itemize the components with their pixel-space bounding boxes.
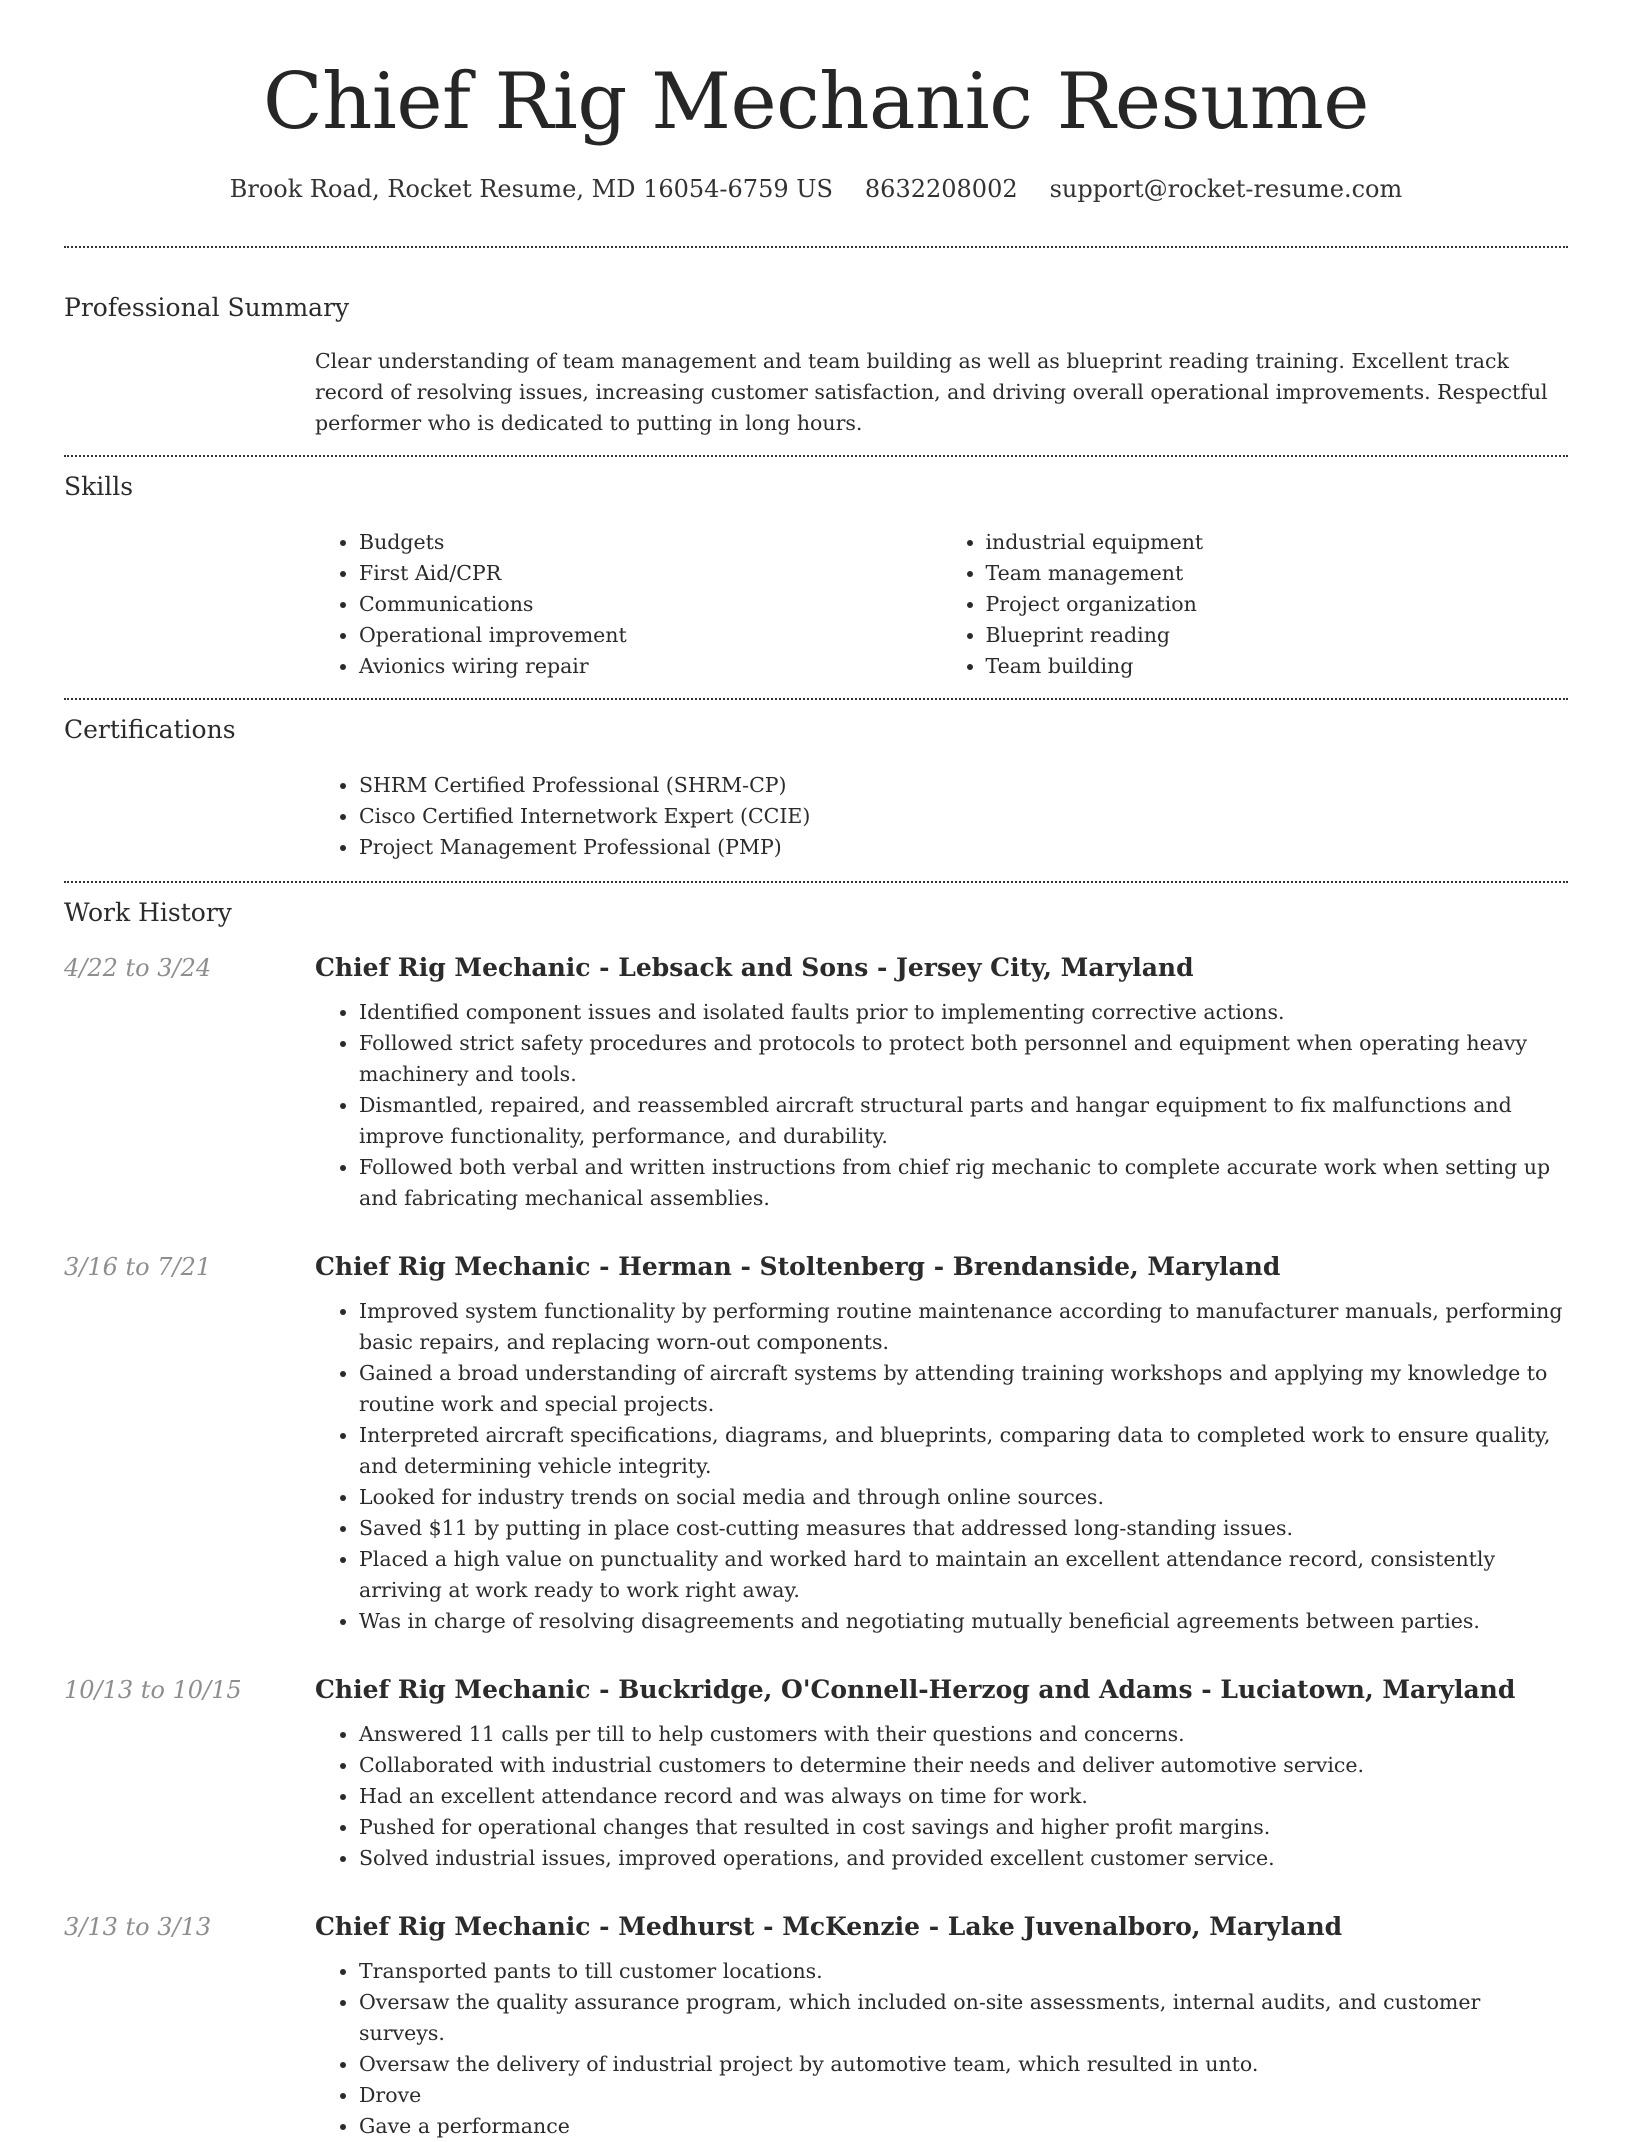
job-bullets: [315, 1719, 1568, 1874]
job-entry: [64, 1673, 1568, 1874]
certifications-list: [315, 770, 1568, 863]
job-bullet: • Answered 11 calls per till to help customers with their questions and concerns.: [359, 1719, 1568, 1750]
job-bullet: • Followed both verbal and written instructions from chief rig mechanic to complete accurate work when setting up and fabricating mechanical assemblies.: [359, 1152, 1568, 1214]
certification-item: • Project Management Professional (PMP): [359, 832, 1568, 863]
certification-item: • Cisco Certified Internetwork Expert (CCIE): [359, 801, 1568, 832]
skill-item: • Blueprint reading: [986, 620, 1569, 651]
certifications-body: [315, 748, 1568, 881]
section-work-history: [64, 881, 1568, 2142]
job-bullet: • Had an excellent attendance record and was always on time for work.: [359, 1781, 1568, 1812]
job-bullet: • Collaborated with industrial customers to determine their needs and deliver automotive service.: [359, 1750, 1568, 1781]
job-title: Chief Rig Mechanic - Buckridge, O'Connell-Herzog and Adams - Luciatown, Maryland: [315, 1675, 1516, 1704]
job-bullets: [315, 1296, 1568, 1637]
contact-email: support@rocket-resume.com: [1049, 175, 1403, 203]
job-details: [315, 1673, 1568, 1874]
job-bullet: • Drove: [359, 2080, 1568, 2111]
skill-item: • First Aid/CPR: [359, 558, 942, 589]
section-title-certifications: Certifications: [64, 715, 236, 744]
job-entry: [64, 1910, 1568, 2142]
skill-item: • industrial equipment: [986, 527, 1569, 558]
job-bullet: • Dismantled, repaired, and reassembled aircraft structural parts and hangar equipment to fix malfunctions and improve functionality, performance, and durability.: [359, 1090, 1568, 1152]
resume-title: Chief Rig Mechanic Resume: [263, 57, 1369, 147]
section-title-work-history: Work History: [64, 898, 232, 927]
job-entry: [64, 951, 1568, 1214]
section-certifications: [64, 698, 1568, 881]
skill-item: • Project organization: [986, 589, 1569, 620]
skill-item: • Team building: [986, 651, 1569, 682]
job-dates: 10/13 to 10/15: [64, 1676, 242, 1704]
skills-columns: [315, 505, 1568, 698]
job-bullets: [315, 1956, 1568, 2142]
job-entry: [64, 1250, 1568, 1637]
job-bullet: • Gave a performance: [359, 2111, 1568, 2142]
skills-list-left: [315, 527, 942, 682]
job-list: [64, 931, 1568, 2142]
section-title-summary: Professional Summary: [64, 293, 350, 322]
job-title: Chief Rig Mechanic - Medhurst - McKenzie - Lake Juvenalboro, Maryland: [315, 1912, 1343, 1941]
section-summary: [64, 246, 1568, 455]
job-bullet: • Identified component issues and isolated faults prior to implementing corrective actions.: [359, 997, 1568, 1028]
section-title-skills: Skills: [64, 472, 134, 501]
job-bullet: • Solved industrial issues, improved operations, and provided excellent customer service.: [359, 1843, 1568, 1874]
job-dates: 3/16 to 7/21: [64, 1253, 212, 1281]
contact-info: [0, 172, 1632, 206]
job-bullet: • Improved system functionality by performing routine maintenance according to manufacturer manuals, performing basic repairs, and replacing worn-out components.: [359, 1296, 1568, 1358]
skills-list-right: [942, 527, 1569, 682]
job-bullet: • Oversaw the delivery of industrial project by automotive team, which resulted in unto.: [359, 2049, 1568, 2080]
job-bullet: • Placed a high value on punctuality and worked hard to maintain an excellent attendance record, consistently arriving at work ready to work right away.: [359, 1544, 1568, 1606]
job-bullet: • Followed strict safety procedures and protocols to protect both personnel and equipment when operating heavy machinery and tools.: [359, 1028, 1568, 1090]
job-dates: 3/13 to 3/13: [64, 1913, 212, 1941]
job-bullet: • Interpreted aircraft specifications, diagrams, and blueprints, comparing data to completed work to ensure quality, and determining vehicle integrity.: [359, 1420, 1568, 1482]
job-details: [315, 951, 1568, 1214]
summary-text: Clear understanding of team management and team building as well as blueprint reading training. Excellent track record of resolving issues, increasing customer satisfaction, and driving overall operational improvements. Respectful performer who is dedicated to putting in long hours.: [315, 349, 1548, 435]
skill-item: • Operational improvement: [359, 620, 942, 651]
job-details: [315, 1250, 1568, 1637]
job-bullets: [315, 997, 1568, 1214]
job-bullet: • Oversaw the quality assurance program, which included on-site assessments, internal audits, and customer surveys.: [359, 1987, 1568, 2049]
job-title: Chief Rig Mechanic - Lebsack and Sons - Jersey City, Maryland: [315, 953, 1194, 982]
job-bullet: • Pushed for operational changes that resulted in cost savings and higher profit margins.: [359, 1812, 1568, 1843]
skill-item: • Avionics wiring repair: [359, 651, 942, 682]
contact-address: Brook Road, Rocket Resume, MD 16054-6759 US: [229, 175, 833, 203]
job-dates: 4/22 to 3/24: [64, 954, 212, 982]
skill-item: • Budgets: [359, 527, 942, 558]
certification-item: • SHRM Certified Professional (SHRM-CP): [359, 770, 1568, 801]
skill-item: • Communications: [359, 589, 942, 620]
job-bullet: • Transported pants to till customer locations.: [359, 1956, 1568, 1987]
job-bullet: • Looked for industry trends on social media and through online sources.: [359, 1482, 1568, 1513]
contact-phone: 8632208002: [864, 175, 1018, 203]
skill-item: • Team management: [986, 558, 1569, 589]
job-bullet: • Was in charge of resolving disagreements and negotiating mutually beneficial agreements between parties.: [359, 1606, 1568, 1637]
job-details: [315, 1910, 1568, 2142]
job-bullet: • Gained a broad understanding of aircraft systems by attending training workshops and applying my knowledge to routine work and special projects.: [359, 1358, 1568, 1420]
job-title: Chief Rig Mechanic - Herman - Stoltenberg - Brendanside, Maryland: [315, 1252, 1281, 1281]
resume-header: [0, 0, 1632, 206]
section-skills: [64, 455, 1568, 698]
job-bullet: • Saved $11 by putting in place cost-cutting measures that addressed long-standing issues.: [359, 1513, 1568, 1544]
